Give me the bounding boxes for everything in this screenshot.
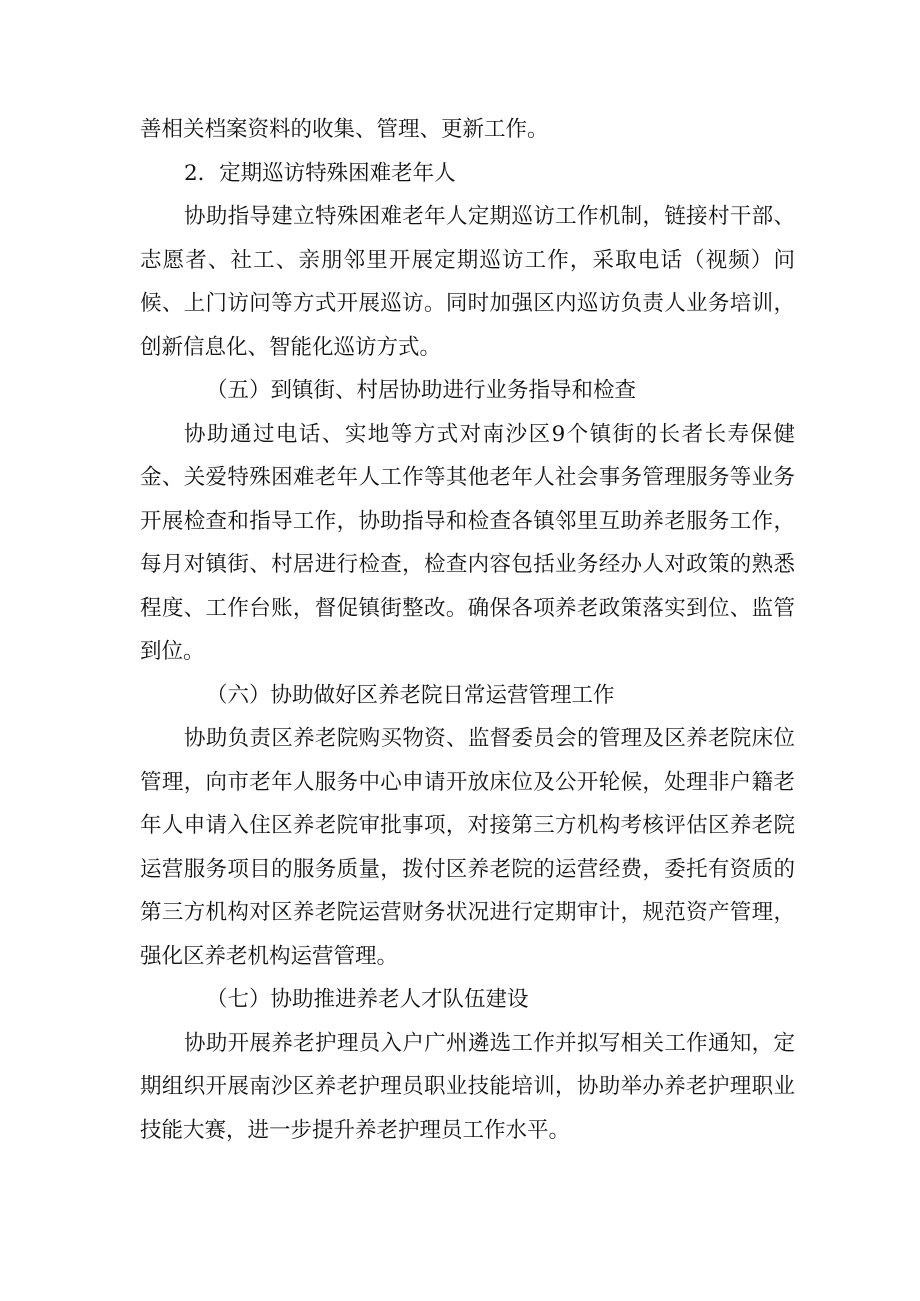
subheading-regular-visits: 2．定期巡访特殊困难老年人 [184,160,456,186]
paragraph-regular-visits: 协助指导建立特殊困难老年人定期巡访工作机制，链接村干部、志愿者、社工、亲朋邻里开展定期巡访工作，采取电话（视频）问候、上门访问等方式开展巡访。同时加强区内巡访负责人业务培训，创新信息化、智能化巡访方式。 [140,204,795,360]
document-body [140,108,795,1152]
section-heading-seven: （七）协助推进养老人才队伍建设 [206,987,529,1012]
section-heading-six: （六）协助做好区养老院日常运营管理工作 [206,682,615,708]
continuation-text: 善相关档案资料的收集、管理、更新工作。 [140,117,549,142]
paragraph-inspection: 协助通过电话、实地等方式对南沙区9个镇街的长者长寿保健金、关爱特殊困难老年人工作等其他老年人社会事务管理服务等业务开展检查和指导工作，协助指导和检查各镇邻里互助养老服务工作，每月对镇街、村居进行检查，检查内容包括业务经办人对政策的熟悉程度、工作台账，督促镇街整改。确保各项养老政策落实到位、监管到位。 [140,421,795,664]
paragraph-nursing-home: 协助负责区养老院购买物资、监督委员会的管理及区养老院床位管理，向市老年人服务中心申请开放床位及公开轮候，处理非户籍老年人申请入住区养老院审批事项，对接第三方机构考核评估区养老院运营服务项目的服务质量，拨付区养老院的运营经费，委托有资质的第三方机构对区养老院运营财务状况进行定期审计，规范资产管理，强化区养老机构运营管理。 [140,726,795,969]
section-heading-five: （五）到镇街、村居协助进行业务指导和检查 [206,378,637,403]
paragraph-talent: 协助开展养老护理员入户广州遴选工作并拟写相关工作通知，定期组织开展南沙区养老护理员职业技能培训，协助举办养老护理职业技能大赛，进一步提升养老护理员工作水平。 [140,1030,795,1143]
